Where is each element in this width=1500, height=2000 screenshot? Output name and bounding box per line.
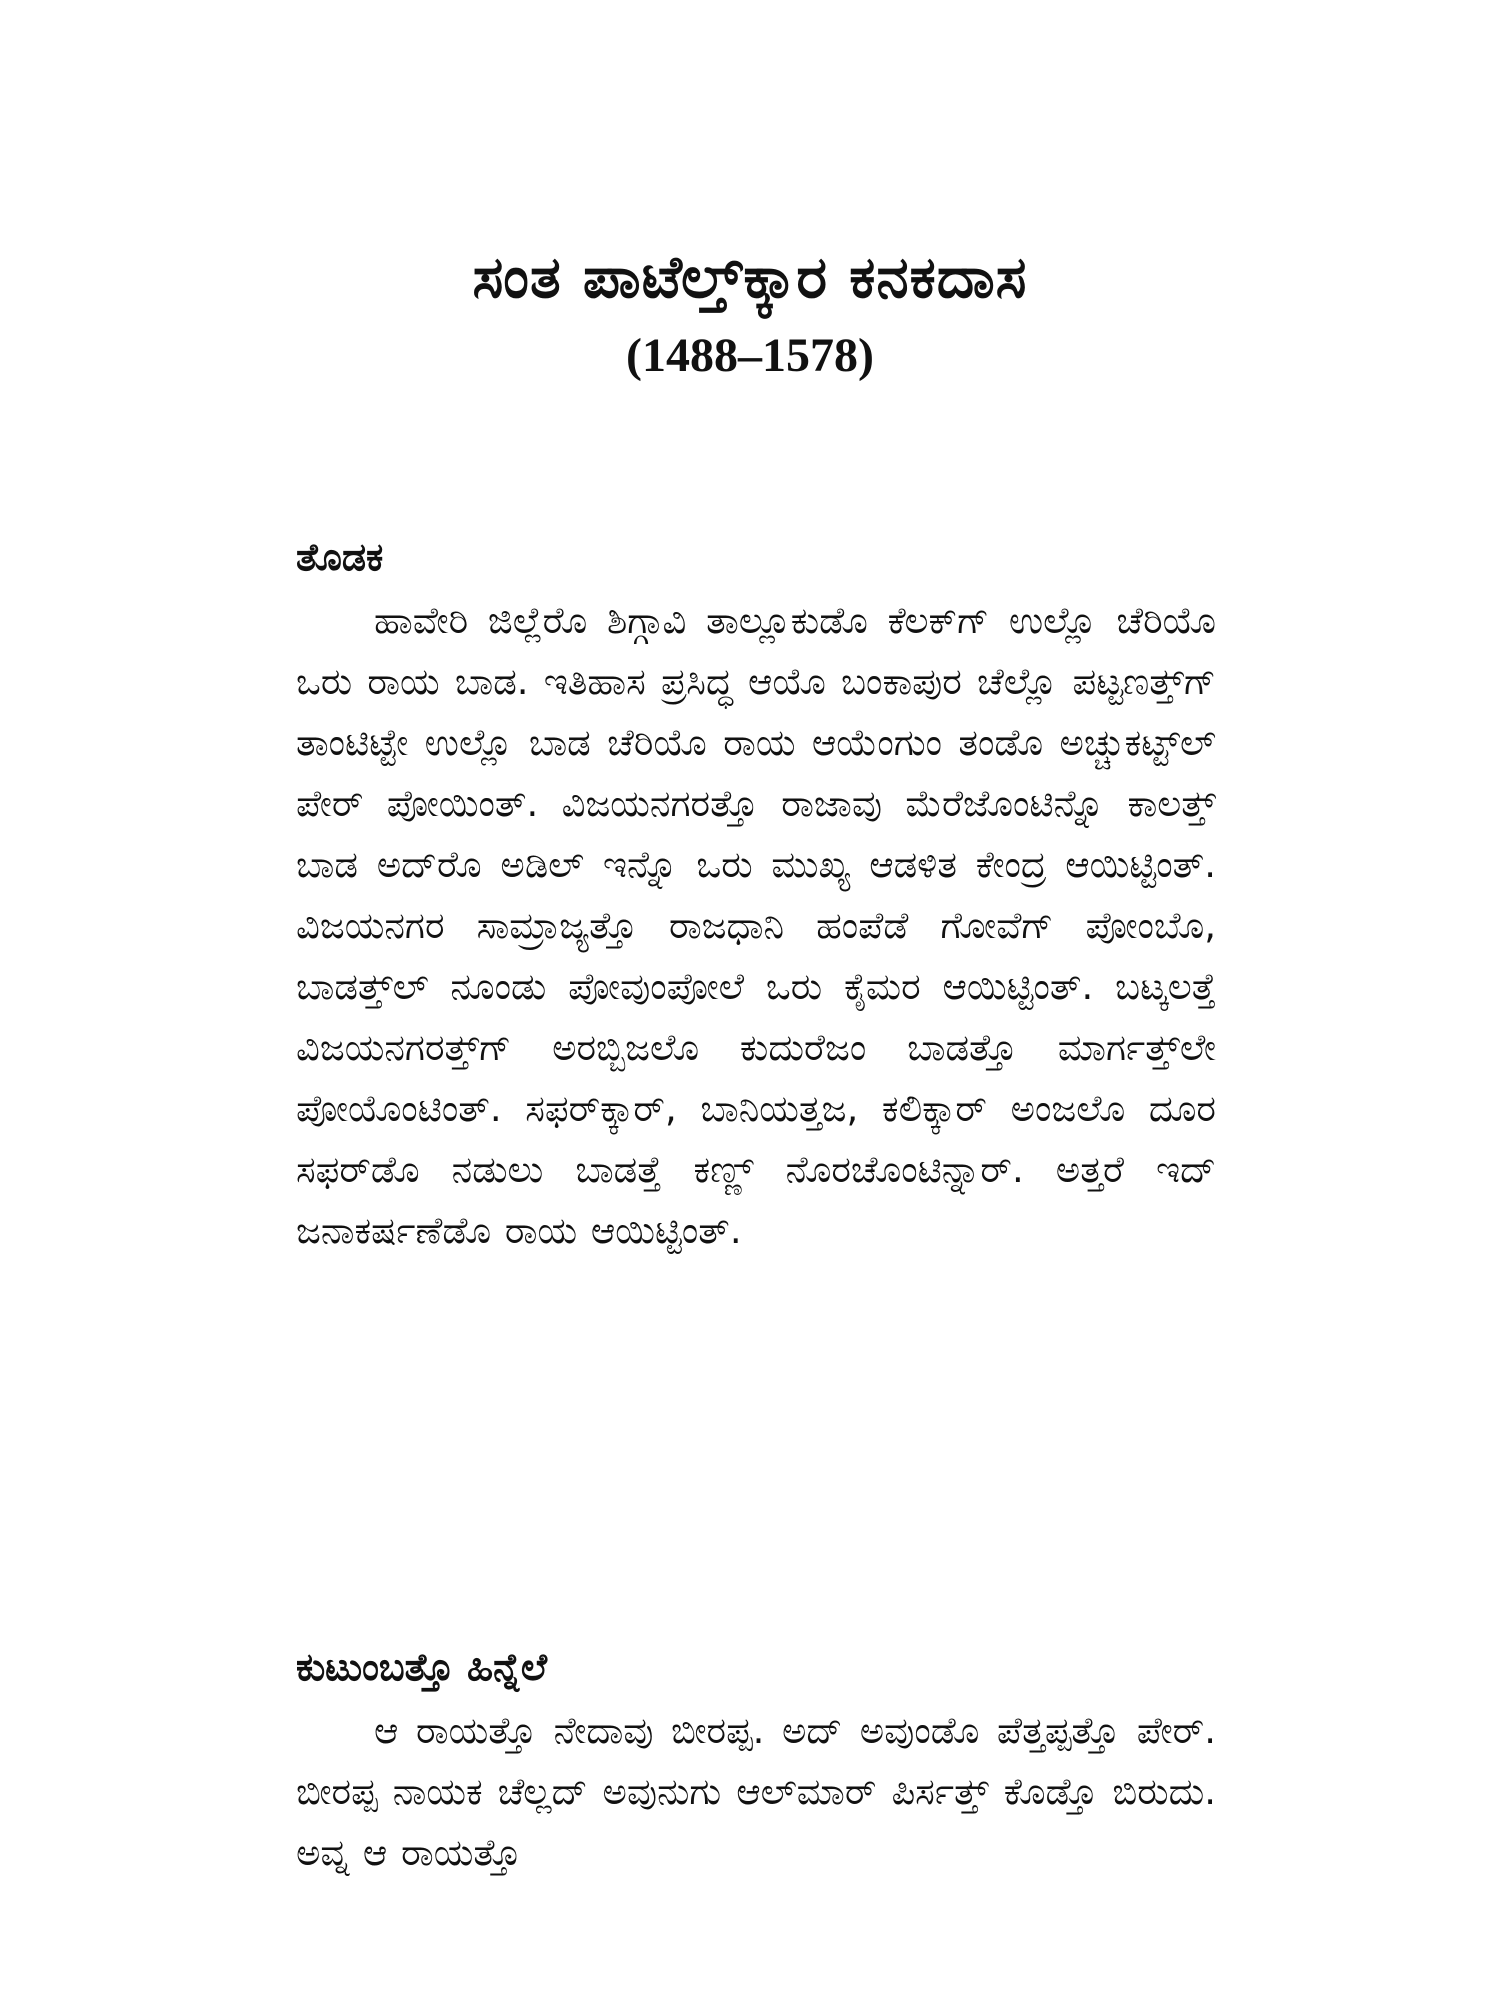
section-paragraph: ಆ ರಾಯತ್ತೊ ನೇದಾವು ಬೀರಪ್ಪ. ಅದ್ ಅವುಂಡೊ ಪೆತ್ತಪ್ಪತ್ತೊ ಪೇರ್. ಬೀರಪ್ಪ ನಾಯಕ ಚೆಲ್ಲದ್ ಅವುನುಗು ಆಲ್‌ಮಾರ್ ಪಿರ್ಸತ್ತ್ ಕೊಡ್ತೊ ಬಿರುದು. ಅವ್ನ ಆ ರಾಯತ್ತೊ	[296, 1709, 1216, 1874]
section-paragraph: ಹಾವೇರಿ ಜಿಲ್ಲೆರೊ ಶಿಗ್ಗಾವಿ ತಾಲ್ಲೂಕುಡೊ ಕೆಲಕ್‌ಗ್ ಉಲ್ಲೊ ಚೆರಿಯೊ ಒರು ರಾಯ ಬಾಡ. ಇತಿಹಾಸ ಪ್ರಸಿದ್ಧ ಆಯೊ ಬಂಕಾಪುರ ಚೆಲ್ಲೊ ಪಟ್ಟಣತ್ತ್‌ಗ್ ತಾಂಟಿಟ್ಟೇ ಉಲ್ಲೊ ಬಾಡ ಚೆರಿಯೊ ರಾಯ ಆಯೆಂಗುಂ ತಂಡೊ ಅಚ್ಚುಕಟ್ಟ್‌ಲ್ ಪೇರ್ ಪೋಯಿಂತ್. ವಿಜಯನಗರತ್ತೊ ರಾಜಾವು ಮೆರೆಜೊಂಟಿನ್ನೊ ಕಾಲತ್ತ್ ಬಾಡ ಅದ್‌ರೊ ಅಡಿಲ್ ಇನ್ನೊ ಒರು ಮುಖ್ಯ ಆಡಳಿತ ಕೇಂದ್ರ ಆಯಿಟ್ಟಿಂತ್. ವಿಜಯನಗರ ಸಾಮ್ರಾಜ್ಯತ್ತೊ ರಾಜಧಾನಿ ಹಂಪೆಡೆ ಗೋವೆಗ್ ಪೋಂಬೊ, ಬಾಡತ್ತ್‌ಲ್ ನೂಂಡು ಪೋವುಂಪೋಲೆ ಒರು ಕೈಮರ ಆಯಿಟ್ಟಿಂತ್. ಬಟ್ಕಲತ್ತೆ ವಿಜಯನಗರತ್ತ್‌ಗ್ ಅರಬ್ಬಿಜಲೊ ಕುದುರೆಜಂ ಬಾಡತ್ತೊ ಮಾರ್ಗತ್ತ್‌ಲೇ ಪೋಯೊಂಟಿಂತ್. ಸಫರ್‌ಕ್ಕಾರ್, ಬಾನಿಯತ್ತಜ, ಕಲಿಕ್ಕಾರ್ ಅಂಜಲೊ ದೂರ ಸಫರ್‌ಡೊ ನಡುಲು ಬಾಡತ್ತೆ ಕಣ್ಣ್ ನೊರಚೊಂಟಿನ್ನಾರ್. ಅತ್ತರೆ ಇದ್ ಜನಾಕರ್ಷಣೆಡೊ ರಾಯ ಆಯಿಟ್ಟಿಂತ್.	[296, 599, 1216, 1252]
page-subtitle-years: (1488–1578)	[626, 329, 874, 382]
page-title: ಸಂತ ಪಾಟೆಲ್ತ್‌ಕ್ಕಾರ ಕನಕದಾಸ	[472, 243, 1028, 311]
section-heading: ಕುಟುಂಬತ್ತೊ ಹಿನ್ನೆಲೆ	[296, 1645, 548, 1689]
section-family-background	[296, 1640, 1216, 1883]
section-introduction	[296, 530, 1216, 1261]
section-heading: ತೊಡಕ	[296, 535, 384, 579]
